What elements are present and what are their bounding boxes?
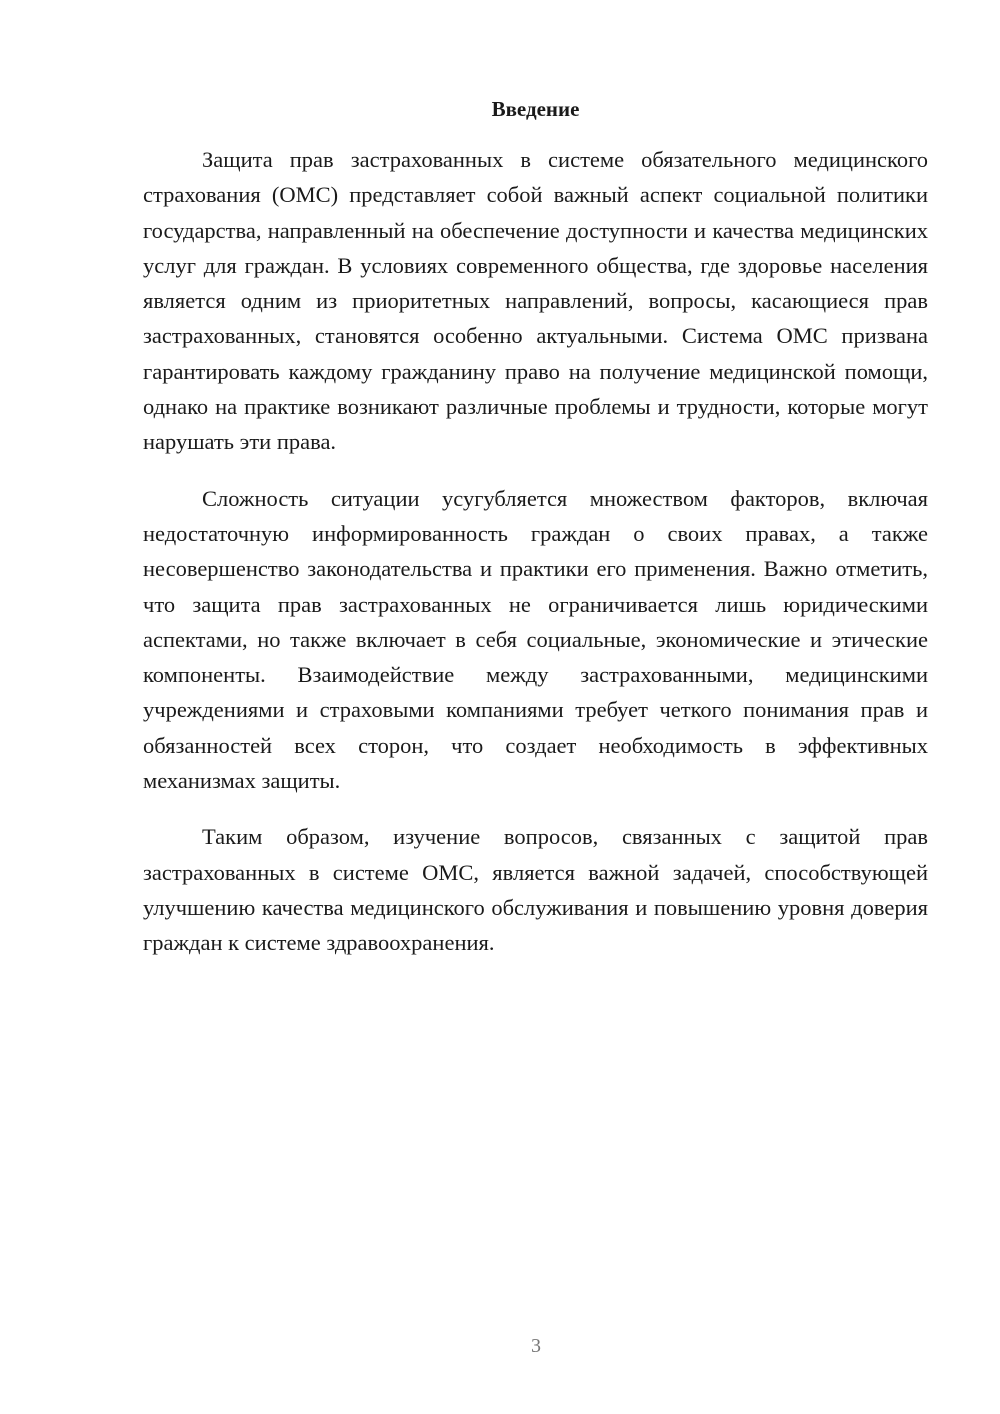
paragraph-2: Сложность ситуации усугубляется множеством факторов, включая недостаточную информированность граждан о своих правах, а также несовершенство законодательства и практики его применения. Важно отметить, что защита прав застрахованных не ограничивается лишь юридическими аспектами, но также включает в себя социальные, экономические и этические компоненты. Взаимодействие между застрахованными, медицинскими учреждениями и страховыми компаниями требует четкого понимания прав и обязанностей всех сторон, что создает необходимость в эффективных механизмах защиты. — [143, 485, 928, 794]
page-content — [143, 94, 928, 982]
paragraph-3: Таким образом, изучение вопросов, связанных с защитой прав застрахованных в системе ОМС, является важной задачей, способствующей улучшению качества медицинского обслуживания и повышению уровня доверия граждан к системе здравоохранения. — [143, 824, 928, 956]
section-title: Введение — [491, 97, 580, 121]
paragraph-1: Защита прав застрахованных в системе обязательного медицинского страхования (ОМС) представляет собой важный аспект социальной политики государства, направленный на обеспечение доступности и качества медицинских услуг для граждан. В условиях современного общества, где здоровье населения является одним из приоритетных направлений, вопросы, касающиеся прав застрахованных, становятся особенно актуальными. Система ОМС призвана гарантировать каждому гражданину право на получение медицинской помощи, однако на практике возникают различные проблемы и трудности, которые могут нарушать эти права. — [143, 147, 928, 455]
page-number: 3 — [531, 1335, 541, 1357]
